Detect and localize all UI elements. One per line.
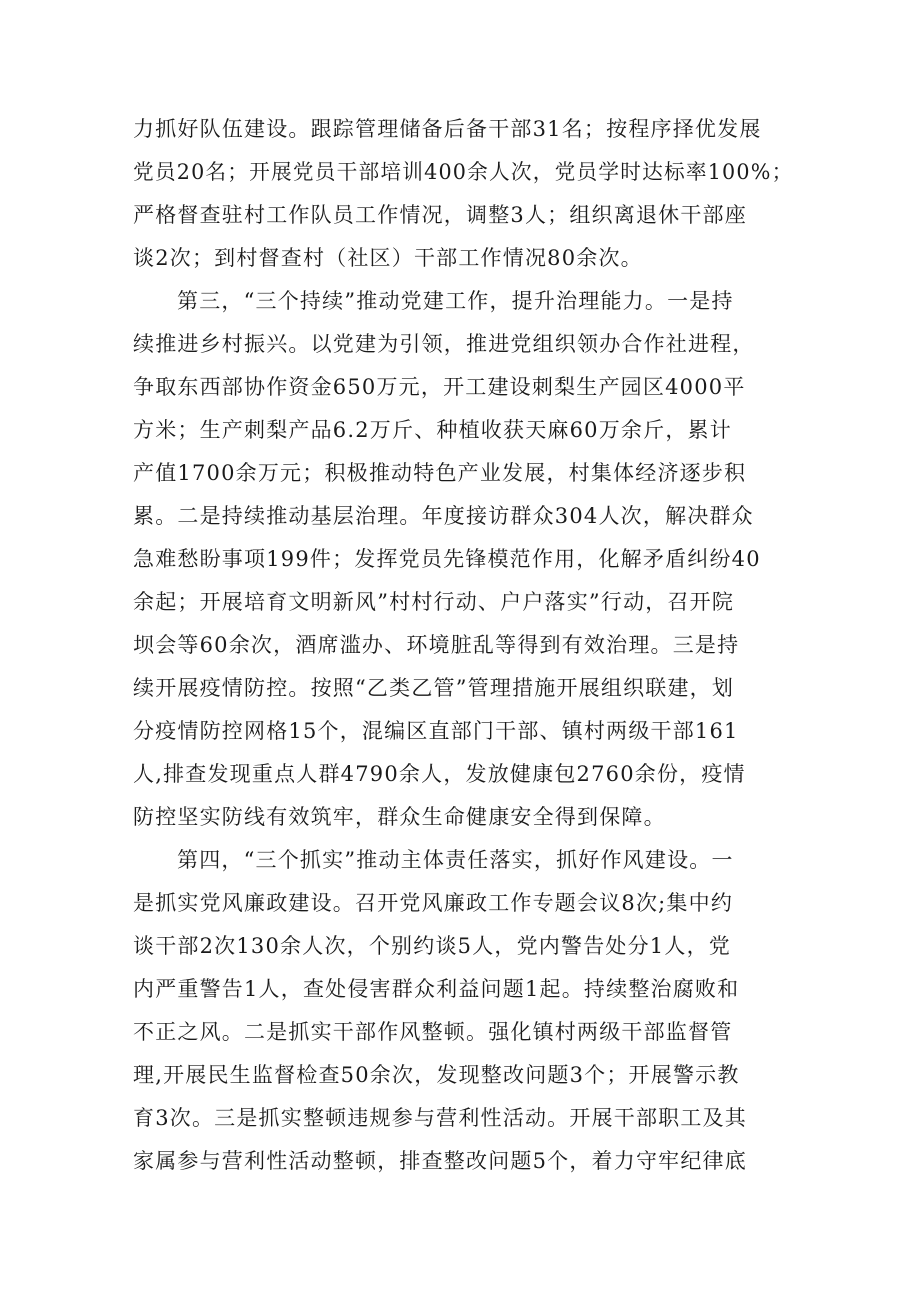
paragraph-3-line-3: 谈干部2次130余人次，个别约谈5人，党内警告处分1人，党 <box>133 934 731 958</box>
paragraph-1-line-2: 党员20名；开展党员干部培训400余人次，党员学时达标率100%； <box>133 160 794 184</box>
paragraph-1-line-3: 严格督查驻村工作队员工作情况，调整3人；组织离退休干部座 <box>133 203 747 227</box>
paragraph-2-line-8: 余起；开展培育文明新风”村村行动、户户落实”行动，召开院 <box>133 590 735 614</box>
paragraph-2-line-6: 累。二是持续推动基层治理。年度接访群众304人次，解决群众 <box>133 504 754 528</box>
paragraph-2-line-11: 分疫情防控网格15个，混编区直部门干部、镇村两级干部161 <box>133 719 739 743</box>
paragraph-2-line-12: 人,排查发现重点人群4790余人，发放健康包2760余份，疫情 <box>133 762 746 786</box>
document-body <box>133 0 793 1301</box>
paragraph-3-line-6: 理,开展民生监督检查50余次，发现整改问题3个；开展警示教 <box>133 1063 740 1087</box>
paragraph-3-line-8: 家属参与营利性活动整顿，排查整改问题5个，着力守牢纪律底 <box>133 1149 747 1173</box>
paragraph-2-line-7: 急难愁盼事项199件；发挥党员先锋模范作用，化解矛盾纠纷40 <box>133 547 761 571</box>
paragraph-2-line-3: 争取东西部协作资金650万元，开工建设刺梨生产园区4000平 <box>133 375 746 399</box>
paragraph-2-line-4: 方米；生产刺梨产品6.2万斤、种植收获天麻60万余斤，累计 <box>133 418 732 442</box>
paragraph-2-line-1: 第三，“三个持续”推动党建工作，提升治理能力。一是持 <box>177 289 734 313</box>
paragraph-2-line-5: 产值1700余万元；积极推动特色产业发展，村集体经济逐步积 <box>133 461 747 485</box>
paragraph-1-line-4: 谈2次；到村督查村（社区）干部工作情况80余次。 <box>133 246 643 270</box>
paragraph-3-line-2: 是抓实党风廉政建设。召开党风廉政工作专题会议8次;集中约 <box>133 891 734 915</box>
paragraph-3-line-5: 不正之风。二是抓实干部作风整顿。强化镇村两级干部监督管 <box>133 1020 733 1044</box>
paragraph-2-line-10: 续开展疫情防控。按照“乙类乙管”管理措施开展组织联建，划 <box>133 676 735 700</box>
paragraph-1-line-1: 力抓好队伍建设。跟踪管理储备后备干部31名；按程序择优发展 <box>133 117 762 141</box>
paragraph-2-line-13: 防控坚实防线有效筑牢，群众生命健康安全得到保障。 <box>133 805 666 829</box>
paragraph-3-line-4: 内严重警告1人，查处侵害群众利益问题1起。持续整治腐败和 <box>133 977 740 1001</box>
paragraph-3-line-1: 第四，“三个抓实”推动主体责任落实，抓好作风建设。一 <box>177 848 734 872</box>
paragraph-3-line-7: 育3次。三是抓实整顿违规参与营利性活动。开展干部职工及其 <box>133 1106 747 1130</box>
paragraph-2-line-9: 坝会等60余次，酒席滥办、环境脏乱等得到有效治理。三是持 <box>133 633 740 657</box>
paragraph-2-line-2: 续推进乡村振兴。以党建为引领，推进党组织领办合作社进程， <box>133 332 755 356</box>
